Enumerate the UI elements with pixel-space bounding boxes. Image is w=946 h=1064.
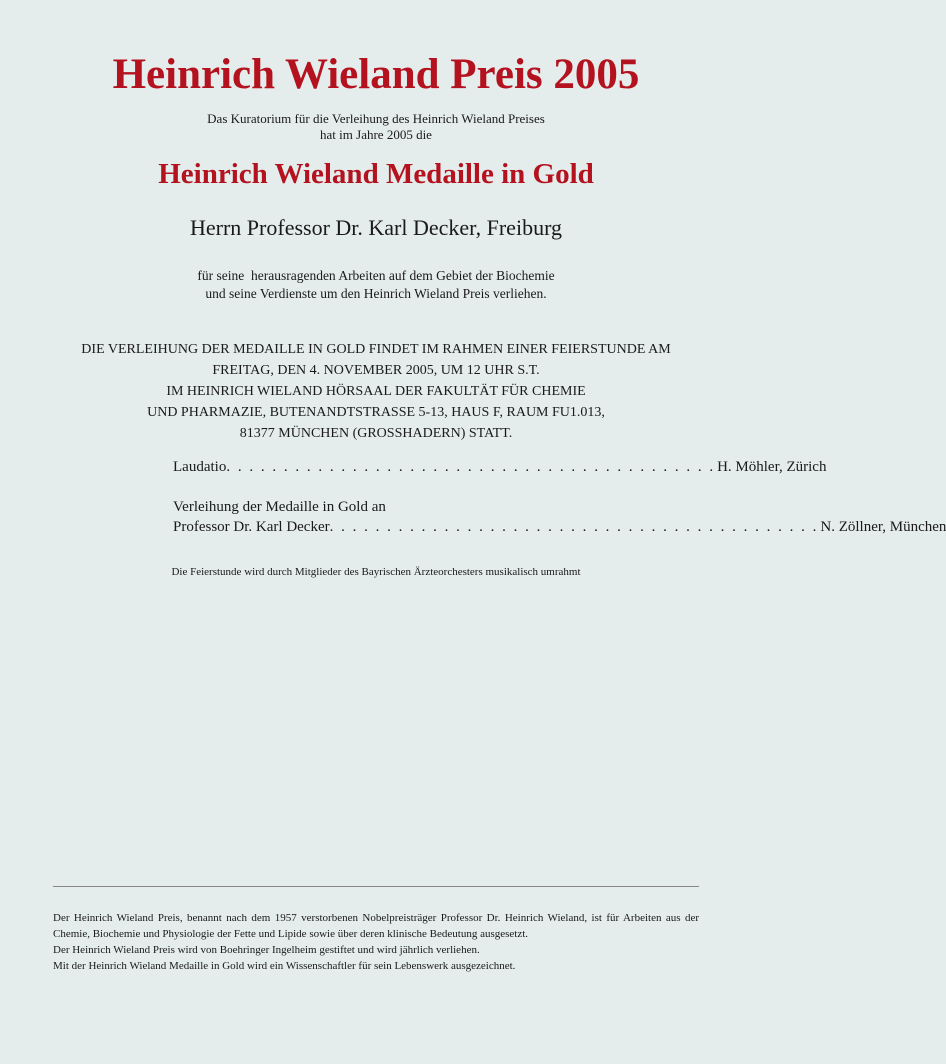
- ceremony-line-1: DIE VERLEIHUNG DER MEDAILLE IN GOLD FINDET IM RAHMEN EINER FEIERSTUNDE AM: [81, 342, 671, 357]
- award-speaker: N. Zöllner, München: [820, 519, 946, 535]
- reason-line-1: für seine herausragenden Arbeiten auf dem Gebiet der Biochemie: [197, 268, 555, 283]
- music-note: Die Feierstunde wird durch Mitglieder des Bayrischen Ärzteorchesters musikalisch umrahmt: [171, 566, 581, 578]
- award-line-1: Verleihung der Medaille in Gold an: [173, 499, 386, 515]
- leader-dots: . . . . . . . . . . . . . . . . . . . . . . . . . . . . . . . . . . . . . . . . . . .: [329, 519, 819, 535]
- recipient-name: Herrn Professor Dr. Karl Decker, Freiburg: [190, 215, 562, 240]
- program-item-award: [173, 517, 946, 537]
- program-item-laudatio: [173, 457, 827, 477]
- footer-paragraph: Der Heinrich Wieland Preis, benannt nach dem 1957 verstorbenen Nobelpreisträger Professor Dr. Heinrich Wieland, ist für Arbeiten aus der Chemie, Biochemie und Physiologie der Fette und Lipide sowie über deren klinische Bedeutung ausgesetzt.: [53, 912, 699, 940]
- intro-line-2: hat im Jahre 2005 die: [320, 127, 432, 142]
- footer-divider: [53, 886, 699, 887]
- award-label: Professor Dr. Karl Decker: [173, 519, 330, 535]
- medal-title: Heinrich Wieland Medaille in Gold: [158, 158, 594, 190]
- reason-line-2: und seine Verdienste um den Heinrich Wieland Preis verliehen.: [205, 286, 547, 301]
- page-title: Heinrich Wieland Preis 2005: [112, 51, 640, 98]
- footer-text: [53, 910, 699, 974]
- ceremony-line-5: 81377 MÜNCHEN (GROSSHADERN) STATT.: [239, 426, 513, 441]
- footer-line-3: Mit der Heinrich Wieland Medaille in Gold wird ein Wissenschaftler für sein Lebenswerk ausgezeichnet.: [53, 960, 516, 972]
- ceremony-line-4: UND PHARMAZIE, BUTENANDTSTRASSE 5-13, HAUS F, RAUM FU1.013,: [147, 405, 605, 420]
- program-list: [173, 457, 946, 537]
- footer-line-2: Der Heinrich Wieland Preis wird von Boehringer Ingelheim gestiftet und wird jährlich verliehen.: [53, 944, 480, 956]
- ceremony-line-3: IM HEINRICH WIELAND HÖRSAAL DER FAKULTÄT FÜR CHEMIE: [166, 384, 586, 399]
- leader-dots: . . . . . . . . . . . . . . . . . . . . . . . . . . . . . . . . . . . . . . . . . . .: [226, 459, 716, 475]
- ceremony-details: [0, 339, 752, 444]
- laudatio-label: Laudatio: [173, 459, 227, 475]
- laudatio-speaker: H. Möhler, Zürich: [717, 459, 827, 475]
- award-reason: [0, 267, 752, 303]
- intro-text: [0, 111, 752, 143]
- ceremony-line-2: FREITAG, DEN 4. NOVEMBER 2005, UM 12 UHR S.T.: [212, 363, 540, 378]
- intro-line-1: Das Kuratorium für die Verleihung des Heinrich Wieland Preises: [207, 111, 545, 126]
